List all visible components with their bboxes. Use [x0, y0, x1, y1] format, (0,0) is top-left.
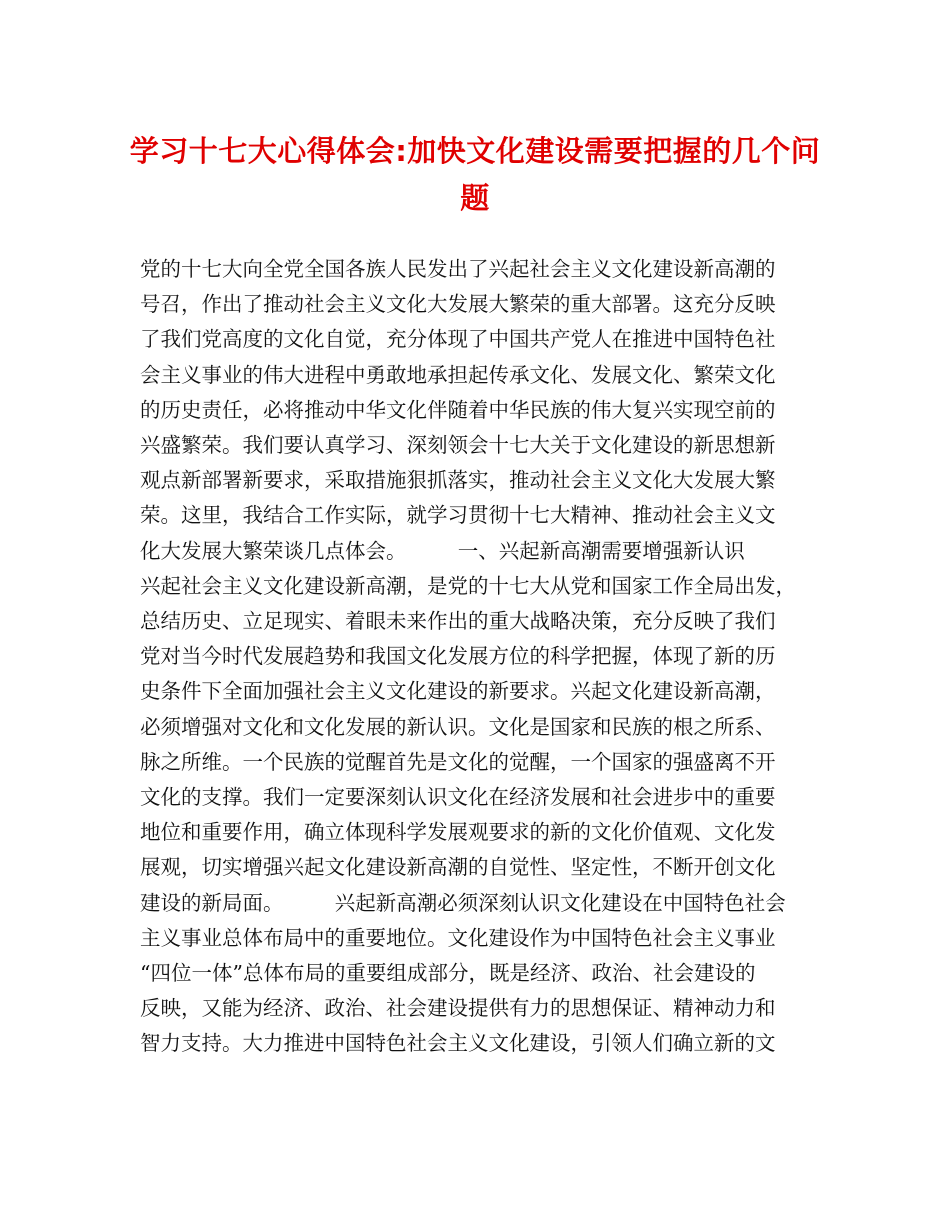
body-line: 建设的新局面。 兴起新高潮必须深刻认识文化建设在中国特色社会: [140, 890, 786, 915]
body-line: 会主义事业的伟大进程中勇敢地承担起传承文化、发展文化、繁荣文化: [140, 362, 776, 387]
body-line: 观点新部署新要求，采取措施狠抓落实，推动社会主义文化大发展大繁: [140, 468, 776, 493]
body-line: 兴起社会主义文化建设新高潮，是党的十七大从党和国家工作全局出发，: [140, 573, 796, 598]
body-line: 总结历史、立足现实、着眼未来作出的重大战略决策，充分反映了我们: [140, 609, 776, 634]
body-line: 史条件下全面加强社会主义文化建设的新要求。兴起文化建设新高潮，: [140, 679, 776, 704]
body-line: 反映，又能为经济、政治、社会建设提供有力的思想保证、精神动力和: [140, 996, 776, 1021]
title-line-1: 学习十七大心得体会:加快文化建设需要把握的几个问: [129, 134, 821, 168]
body-line: 了我们党高度的文化自觉，充分体现了中国共产党人在推进中国特色社: [140, 327, 776, 352]
body-line: 文化的支撑。我们一定要深刻认识文化在经济发展和社会进步中的重要: [140, 785, 776, 810]
body-line: 智力支持。大力推进中国特色社会主义文化建设，引领人们确立新的文: [140, 1031, 776, 1056]
body-line: 脉之所维。一个民族的觉醒首先是文化的觉醒，一个国家的强盛离不开: [140, 749, 776, 774]
body-line: 的历史责任，必将推动中华文化伴随着中华民族的伟大复兴实现空前的: [140, 397, 776, 422]
document-body: [140, 252, 825, 1062]
body-line: 必须增强对文化和文化发展的新认识。文化是国家和民族的根之所系、: [140, 714, 776, 739]
body-line: 展观，切实增强兴起文化建设新高潮的自觉性、坚定性，不断开创文化: [140, 855, 776, 880]
document-title: [120, 128, 830, 222]
title-line-2: 题: [460, 181, 490, 215]
body-line: 化大发展大繁荣谈几点体会。 一、兴起新高潮需要增强新认识: [140, 538, 745, 563]
body-line: 党的十七大向全党全国各族人民发出了兴起社会主义文化建设新高潮的: [140, 257, 776, 281]
body-line: 兴盛繁荣。我们要认真学习、深刻领会十七大关于文化建设的新思想新: [140, 433, 776, 458]
body-line: 主义事业总体布局中的重要地位。文化建设作为中国特色社会主义事业: [140, 925, 776, 950]
body-line: 党对当今时代发展趋势和我国文化发展方位的科学把握，体现了新的历: [140, 644, 776, 669]
body-line: 地位和重要作用，确立体现科学发展观要求的新的文化价值观、文化发: [140, 820, 776, 845]
body-line: “四位一体”总体布局的重要组成部分，既是经济、政治、社会建设的: [140, 961, 756, 986]
body-line: 荣。这里，我结合工作实际，就学习贯彻十七大精神、推动社会主义文: [140, 503, 776, 528]
body-line: 号召，作出了推动社会主义文化大发展大繁荣的重大部署。这充分反映: [140, 292, 776, 317]
